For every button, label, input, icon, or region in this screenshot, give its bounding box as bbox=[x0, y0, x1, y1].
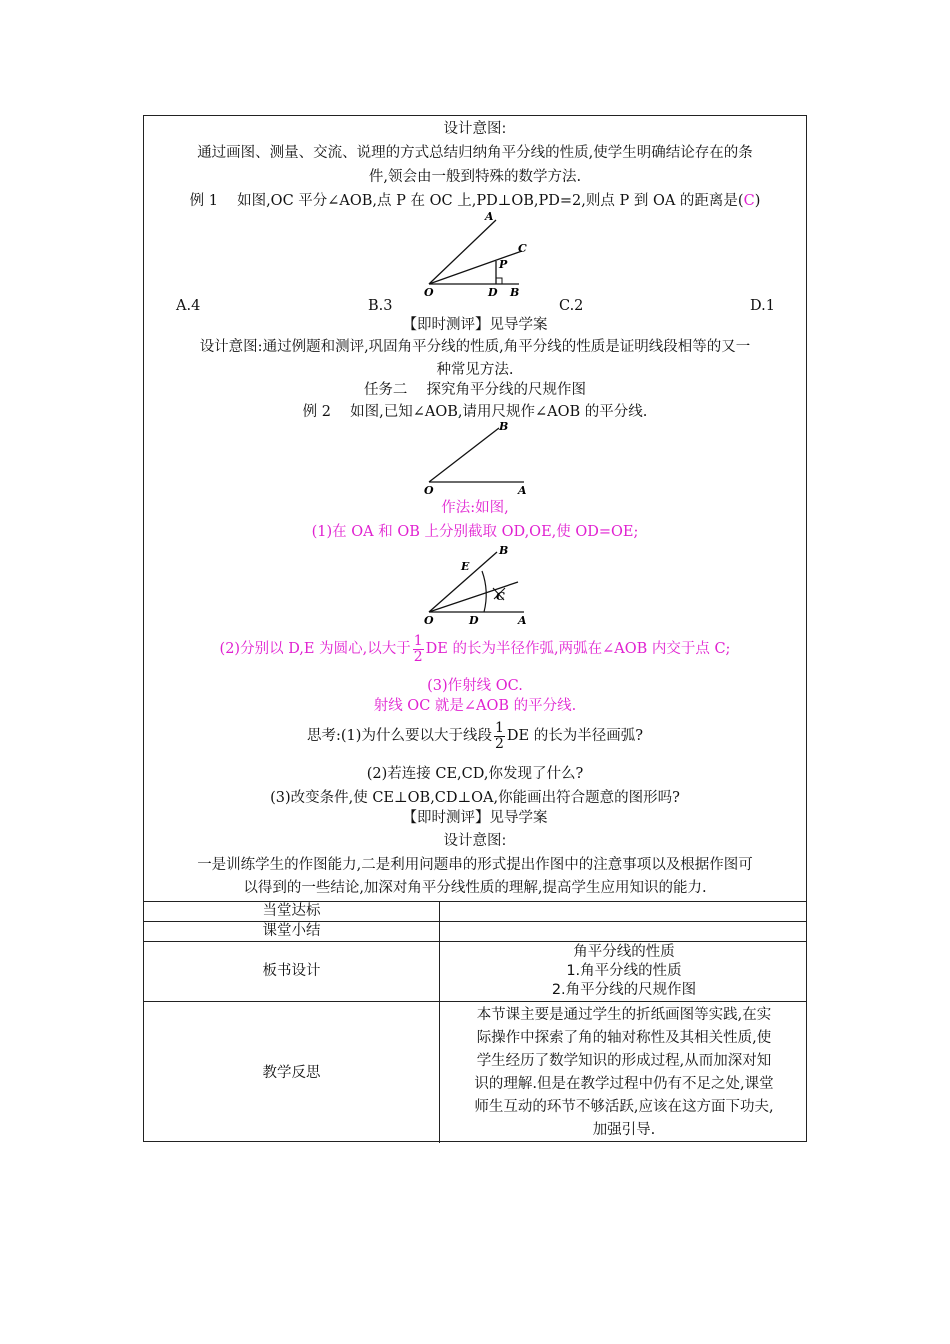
fraction-half: $\frac{1}{2}$ bbox=[413, 632, 423, 665]
option-b: B.3 bbox=[368, 298, 393, 314]
reflection-line: 本节课主要是通过学生的折纸画图等实践,在实 bbox=[476, 1007, 772, 1023]
board-line: 1.角平分线的性质 bbox=[566, 963, 682, 979]
board-line: 角平分线的性质 bbox=[573, 944, 675, 960]
reflection-line: 学生经历了数学知识的形成过程,从而加深对知 bbox=[476, 1053, 772, 1069]
lesson-table bbox=[143, 115, 807, 1142]
example-1-answer: C bbox=[743, 193, 755, 209]
fig1-label-o: O bbox=[424, 286, 434, 299]
option-a: A.4 bbox=[176, 298, 201, 314]
fig3-label-a: A bbox=[518, 614, 527, 627]
think-question-1: 思考:(1)为什么要以大于线段 $\frac{1}{2}$ DE 的长为半径画弧? bbox=[307, 719, 643, 752]
example-1-question: 例 1 如图,OC 平分∠AOB,点 P 在 OC 上,PD⊥OB,PD=2,则点 P 到 OA 的距离是(C) bbox=[189, 193, 761, 209]
figure-2-angle bbox=[414, 418, 544, 498]
fig3-label-e: E bbox=[461, 560, 470, 573]
design-intent-3-line-2: 以得到的一些结论,加深对角平分线性质的理解,提高学生应用知识的能力. bbox=[243, 880, 707, 896]
instant-test-link-2: 【即时测评】见导学案 bbox=[402, 810, 548, 826]
fig2-label-a: A bbox=[518, 484, 527, 497]
row-divider bbox=[144, 1001, 806, 1002]
think-question-2: (2)若连接 CE,CD,你发现了什么? bbox=[366, 766, 584, 782]
reflection-line: 师生互动的环节不够活跃,应该在这方面下功夫, bbox=[474, 1099, 774, 1115]
reflection-line: 际操作中探索了角的轴对称性及其相关性质,使 bbox=[476, 1030, 772, 1046]
row-label-reflection: 教学反思 bbox=[262, 1065, 321, 1081]
method-step-2: (2)分别以 D,E 为圆心,以大于 $\frac{1}{2}$ DE 的长为半径作弧,两弧在∠AOB 内交于点 C; bbox=[219, 632, 731, 665]
design-intent-2-line-2: 种常见方法. bbox=[436, 362, 514, 378]
method-step-1: (1)在 OA 和 OB 上分别截取 OD,OE,使 OD=OE; bbox=[311, 524, 639, 540]
fig1-label-d: D bbox=[488, 286, 498, 299]
board-design-content bbox=[440, 943, 808, 1000]
design-intent-3-line-1: 一是训练学生的作图能力,二是利用问题串的形式提出作图中的注意事项以及根据作图可 bbox=[197, 857, 753, 873]
design-intent-3-heading: 设计意图: bbox=[443, 833, 507, 849]
fig3-label-d: D bbox=[469, 614, 479, 627]
row-label-summary: 课堂小结 bbox=[262, 923, 321, 939]
design-intent-2-line-1: 设计意图:通过例题和测评,巩固角平分线的性质,角平分线的性质是证明线段相等的又一 bbox=[199, 339, 751, 355]
fig2-label-b: B bbox=[499, 420, 509, 433]
fig3-label-c: C bbox=[496, 590, 505, 603]
fig1-label-c: C bbox=[518, 242, 527, 255]
reflection-line: 识的理解.但是在教学过程中仍有不足之处,课堂 bbox=[474, 1076, 774, 1092]
row-label-attainment: 当堂达标 bbox=[262, 903, 321, 919]
design-intent-heading: 设计意图: bbox=[443, 121, 507, 137]
option-d: D.1 bbox=[750, 298, 775, 314]
fig1-label-a: A bbox=[485, 212, 494, 223]
fraction-half-2: $\frac{1}{2}$ bbox=[494, 719, 504, 752]
instant-test-link-1: 【即时测评】见导学案 bbox=[402, 317, 548, 333]
fig2-label-o: O bbox=[424, 484, 434, 497]
method-title: 作法:如图, bbox=[441, 500, 509, 516]
method-conclusion: 射线 OC 就是∠AOB 的平分线. bbox=[373, 698, 577, 714]
fig1-label-b: B bbox=[510, 286, 520, 299]
board-line: 2.角平分线的尺规作图 bbox=[551, 982, 697, 998]
fig3-label-o: O bbox=[424, 614, 434, 627]
fig1-label-p: P bbox=[499, 258, 508, 271]
method-step-3: (3)作射线 OC. bbox=[427, 678, 523, 694]
example-2-question: 例 2 如图,已知∠AOB,请用尺规作∠AOB 的平分线. bbox=[302, 404, 648, 420]
row-divider bbox=[144, 941, 806, 942]
design-intent-line-1: 通过画图、测量、交流、说理的方式总结归纳角平分线的性质,使学生明确结论存在的条 bbox=[197, 145, 753, 161]
figure-3-construction bbox=[414, 542, 544, 628]
design-intent-line-2: 件,领会由一般到特殊的数学方法. bbox=[368, 169, 582, 185]
figure-1-angle-bisector bbox=[414, 212, 544, 302]
reflection-line: 加强引导. bbox=[592, 1122, 656, 1138]
reflection-content bbox=[440, 1004, 808, 1142]
fig3-label-b: B bbox=[499, 544, 509, 557]
row-label-board-design: 板书设计 bbox=[262, 963, 321, 979]
task-2-title: 任务二 探究角平分线的尺规作图 bbox=[363, 382, 587, 398]
option-c: C.2 bbox=[559, 298, 584, 314]
think-question-3: (3)改变条件,使 CE⊥OB,CD⊥OA,你能画出符合题意的图形吗? bbox=[270, 790, 680, 806]
